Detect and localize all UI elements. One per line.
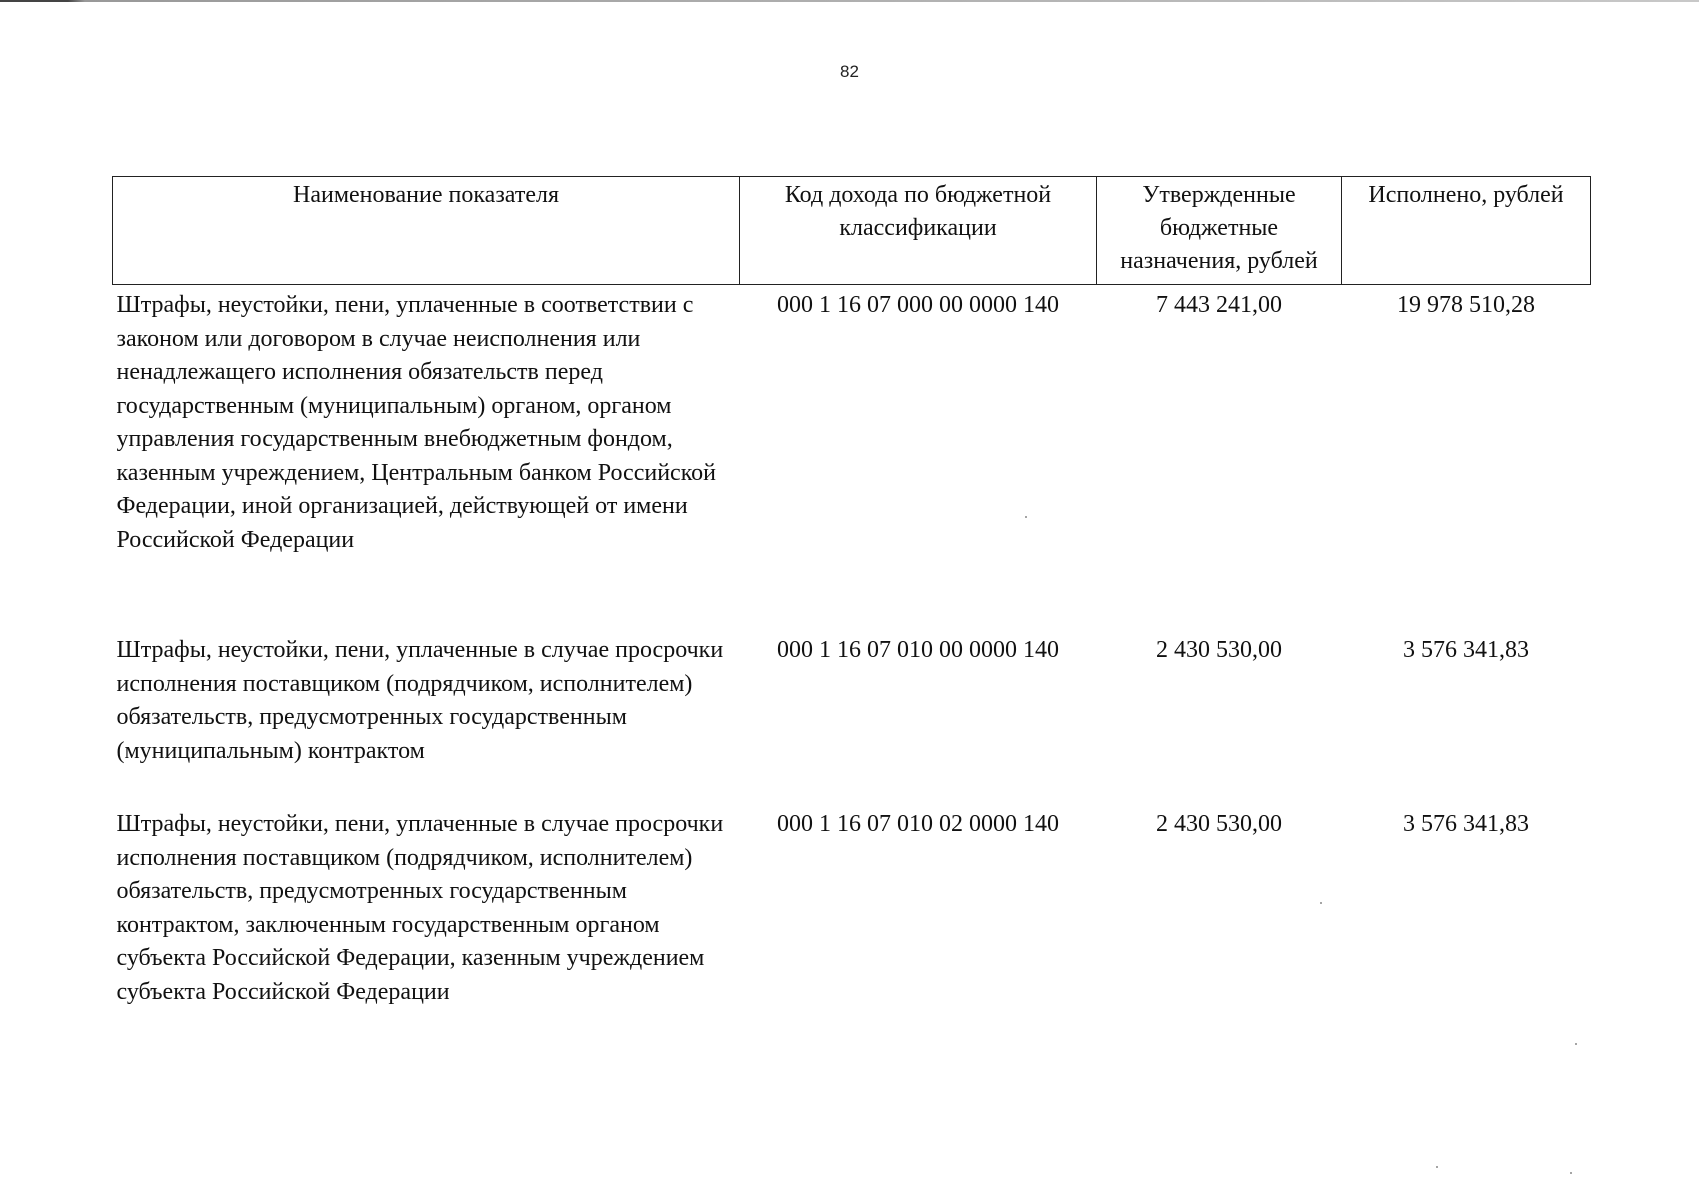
executed-amount: 3 576 341,83 (1403, 811, 1529, 837)
table-header (113, 177, 1591, 285)
scan-speck (1436, 1166, 1438, 1168)
scan-speck (1575, 1043, 1577, 1045)
approved-amount: 7 443 241,00 (1156, 292, 1282, 318)
header-executed-amount: Исполнено, рублей (1342, 177, 1591, 285)
scan-speck (1570, 1172, 1572, 1174)
scan-edge-line (0, 0, 1699, 2)
executed-amount: 3 576 341,83 (1403, 637, 1529, 663)
revenue-code: 000 1 16 07 000 00 0000 140 (777, 292, 1059, 318)
indicator-name: Штрафы, неустойки, пени, уплаченные в случае просрочки исполнения поставщиком (подрядчиком, исполнителем) обязательств, предусмотренных государственным контрактом, заключенным государственным органом субъекта Российской Федерации, казенным учреждением субъекта Российской Федерации (116, 811, 724, 1005)
header-indicator-name: Наименование показателя (113, 177, 740, 285)
revenue-code: 000 1 16 07 010 02 0000 140 (777, 811, 1059, 837)
table-row (113, 285, 1591, 635)
header-revenue-code: Код дохода по бюджетной классификации (740, 177, 1097, 285)
scan-speck (1320, 902, 1322, 904)
revenue-code: 000 1 16 07 010 00 0000 140 (777, 637, 1059, 663)
table-row (113, 634, 1591, 808)
table-row (113, 808, 1591, 1068)
table-header-row (113, 177, 1591, 285)
budget-revenue-table (112, 176, 1591, 1068)
executed-amount: 19 978 510,28 (1397, 292, 1535, 318)
approved-amount: 2 430 530,00 (1156, 637, 1282, 663)
indicator-name: Штрафы, неустойки, пени, уплаченные в случае просрочки исполнения поставщиком (подрядчиком, исполнителем) обязательств, предусмотренных государственным (муниципальным) контрактом (116, 637, 724, 764)
scan-speck (1025, 516, 1027, 518)
page-number: 82 (840, 62, 859, 81)
indicator-name: Штрафы, неустойки, пени, уплаченные в соответствии с законом или договором в случае неисполнения или ненадлежащего исполнения обязательств перед государственным (муниципальным) органом, органом управления государственным внебюджетным фондом, казенным учреждением, Центральным банком Российской Федерации, иной организацией, действующей от имени Российской Федерации (116, 292, 716, 553)
header-approved-amount: Утвержденные бюджетные назначения, рублей (1097, 177, 1342, 285)
table-body (113, 285, 1591, 1069)
approved-amount: 2 430 530,00 (1156, 811, 1282, 837)
